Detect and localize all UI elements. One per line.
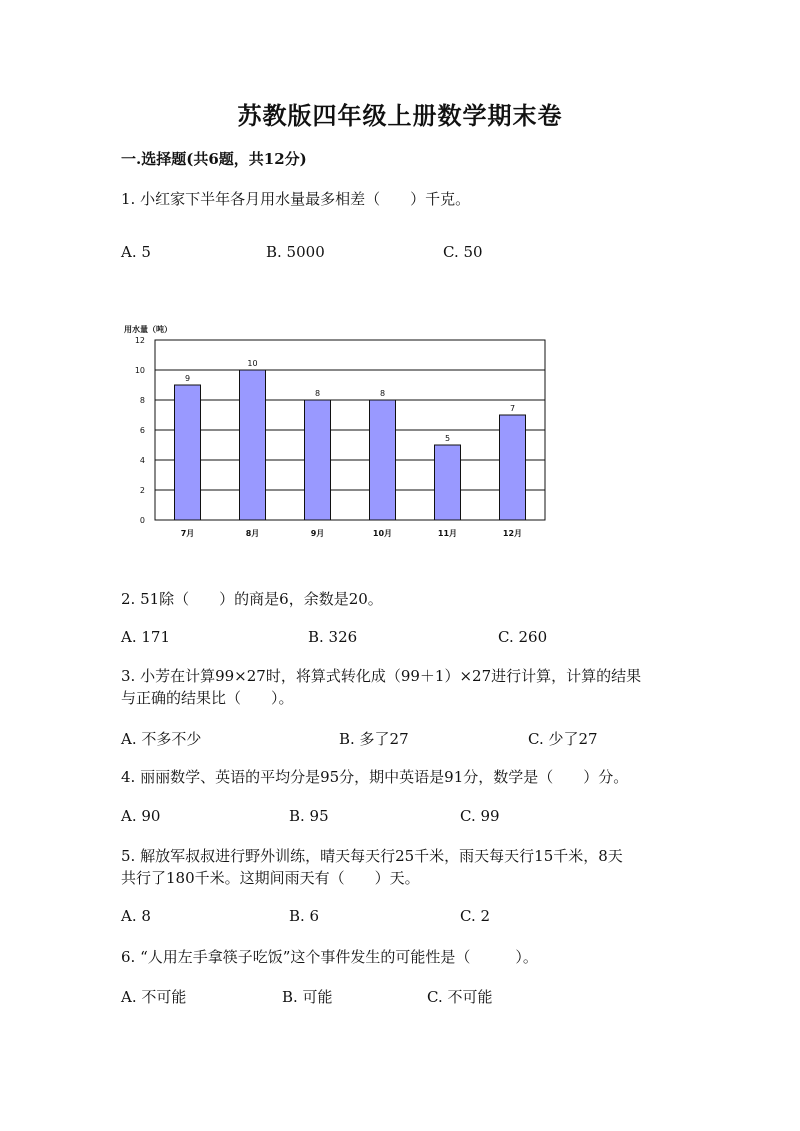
chart-x-tick-label: 12月 xyxy=(502,529,523,538)
question-5-line-2: 共行了180千米。这期间雨天有（ ）天。 xyxy=(121,869,420,887)
question-6: 6. “人用左手拿筷子吃饭”这个事件发生的可能性是（ ）。 xyxy=(121,948,538,966)
q5-option-c: C. 2 xyxy=(460,907,491,925)
q1-option-b: B. 5000 xyxy=(266,243,325,261)
q3-option-c: C. 少了27 xyxy=(528,730,598,748)
chart-y-tick-label: 12 xyxy=(134,336,145,345)
chart-bar xyxy=(240,370,266,520)
chart-y-tick-label: 6 xyxy=(139,426,145,435)
chart-x-tick-label: 7月 xyxy=(180,529,195,538)
chart-data-label: 8 xyxy=(314,389,321,398)
q5-option-b: B. 6 xyxy=(289,907,320,925)
question-1: 1. 小红家下半年各月用水量最多相差（ ）千克。 xyxy=(121,190,471,208)
chart-data-label: 5 xyxy=(444,434,451,443)
q2-option-c: C. 260 xyxy=(498,628,548,646)
chart-y-tick-label: 0 xyxy=(139,516,145,525)
q5-option-a: A. 8 xyxy=(121,907,151,925)
section-heading: 一.选择题(共6题，共12分) xyxy=(121,150,307,168)
chart-bar xyxy=(305,400,331,520)
chart-y-tick-label: 2 xyxy=(139,486,145,495)
chart-y-tick-label: 10 xyxy=(134,366,145,375)
chart-data-label: 8 xyxy=(379,389,386,398)
chart-data-label: 9 xyxy=(184,374,191,383)
q2-option-a: A. 171 xyxy=(121,628,170,646)
chart-x-tick-label: 9月 xyxy=(310,529,325,538)
q4-option-c: C. 99 xyxy=(460,807,500,825)
chart-y-axis-label: 用水量（吨） xyxy=(124,325,172,334)
question-4: 4. 丽丽数学、英语的平均分是95分，期中英语是91分，数学是（ ）分。 xyxy=(121,768,629,786)
page-title: 苏教版四年级上册数学期末卷 xyxy=(237,101,563,130)
q3-option-b: B. 多了27 xyxy=(339,730,409,748)
q6-option-b: B. 可能 xyxy=(282,988,333,1006)
chart-x-tick-label: 10月 xyxy=(372,529,393,538)
q6-option-c: C. 不可能 xyxy=(427,988,493,1006)
water-usage-bar-chart xyxy=(120,318,560,548)
q4-option-b: B. 95 xyxy=(289,807,329,825)
q1-option-a: A. 5 xyxy=(121,243,151,261)
q4-option-a: A. 90 xyxy=(121,807,161,825)
chart-bar xyxy=(500,415,526,520)
q3-option-a: A. 不多不少 xyxy=(121,730,202,748)
question-2: 2. 51除（ ）的商是6，余数是20。 xyxy=(121,590,383,608)
chart-data-label: 7 xyxy=(509,404,516,413)
chart-x-tick-label: 8月 xyxy=(245,529,260,538)
chart-bar xyxy=(435,445,461,520)
chart-y-tick-label: 8 xyxy=(139,396,145,405)
chart-x-tick-label: 11月 xyxy=(437,529,458,538)
q1-option-c: C. 50 xyxy=(443,243,483,261)
question-5-line-1: 5. 解放军叔叔进行野外训练，晴天每天行25千米，雨天每天行15千米，8天 xyxy=(121,847,623,865)
question-3-line-2: 与正确的结果比（ ）。 xyxy=(121,689,294,707)
q6-option-a: A. 不可能 xyxy=(121,988,187,1006)
q2-option-b: B. 326 xyxy=(308,628,358,646)
chart-data-label: 10 xyxy=(247,359,258,368)
chart-y-tick-label: 4 xyxy=(139,456,145,465)
question-3-line-1: 3. 小芳在计算99×27时，将算式转化成（99＋1）×27进行计算，计算的结果 xyxy=(121,667,642,685)
chart-bar xyxy=(175,385,201,520)
chart-bar xyxy=(370,400,396,520)
